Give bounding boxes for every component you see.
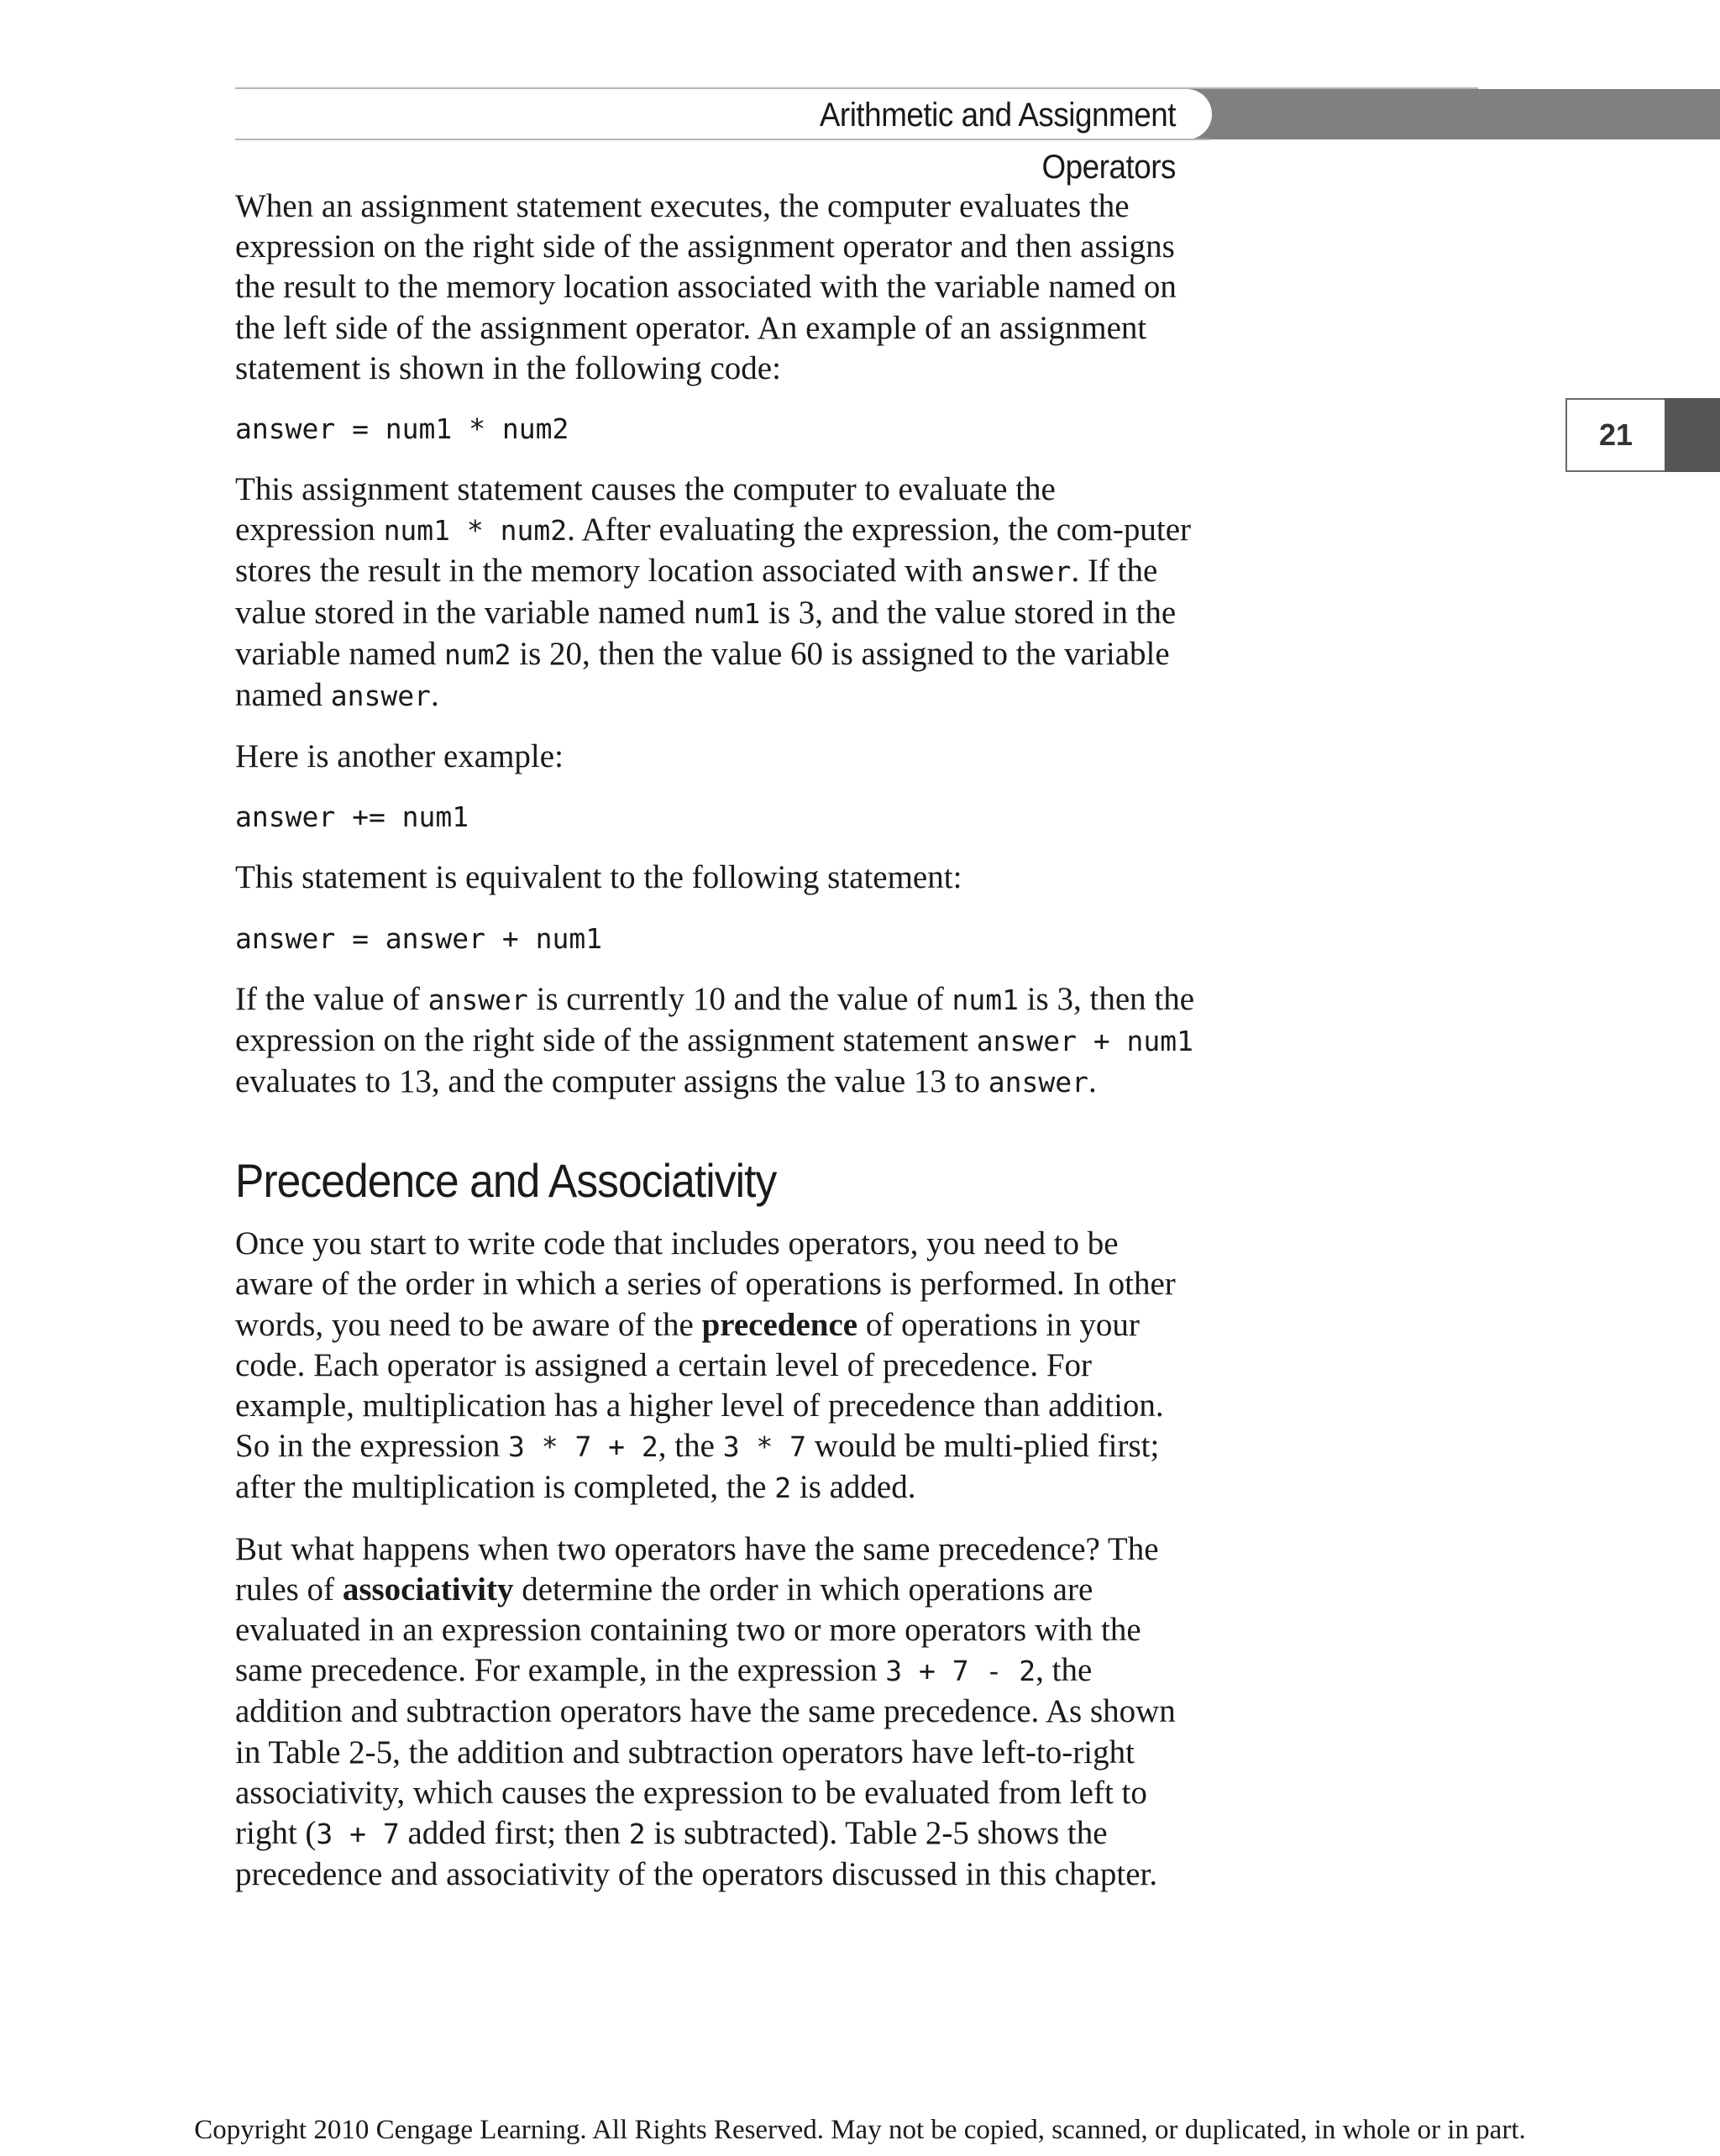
inline-code: answer	[330, 679, 431, 713]
code-block: answer += num1	[235, 800, 469, 834]
inline-code: 2	[628, 1818, 646, 1851]
inline-code: num1	[693, 596, 761, 630]
paragraph: But what happens when two operators have the same precedence? The rules of associativity determine the order in which operations are evaluated in an expression containing two or more operators with the same precedence. For example, in the expression 3 + 7 - 2, the addition and subtraction operators have the same precedence. As shown in Table 2-5, the addition and subtraction operators have left-to-right associativity, which causes the expression to be evaluated from left to right (3 + 7 added first; then 2 is subtracted). Table 2-5 shows the precedence and associativity of the operators discussed in this chapter.	[235, 1530, 1176, 1893]
running-header-title: Arithmetic and Assignment Operators	[819, 97, 1176, 186]
code-block: answer = answer + num1	[235, 921, 603, 955]
inline-code: answer	[971, 555, 1072, 589]
inline-code: 3 + 7	[316, 1818, 400, 1851]
paragraph: When an assignment statement executes, the computer evaluates the expression on the right side of the assignment operator and then assigns the result to the memory location associated with the variable named on the left side of the assignment operator. An example of an assignment statement is shown in the following code:	[235, 188, 1177, 386]
inline-code: num1	[952, 983, 1019, 1016]
inline-code: answer	[988, 1066, 1088, 1099]
code-block: answer = num1 * num2	[235, 412, 569, 446]
term-bold: associativity	[342, 1571, 514, 1608]
term-bold: precedence	[701, 1306, 858, 1343]
paragraph: If the value of answer is currently 10 and the value of num1 is 3, then the expression on the right side of the assignment statement answer + num1 evaluates to 13, and the computer assigns the value 13 to answer.	[235, 980, 1195, 1100]
inline-code: 3 * 7	[722, 1430, 807, 1464]
paragraph: Here is another example:	[235, 738, 564, 775]
section-heading: Precedence and Associativity	[235, 1154, 777, 1208]
inline-code: num1 * num2	[383, 514, 568, 548]
page-content	[235, 186, 1201, 1916]
paragraph: Once you start to write code that includes operators, you need to be aware of the order in which a series of operations is performed. In other words, you need to be aware of the precedence of operations in your code. Each operator is assigned a certain level of precedence. For example, multiplication has a higher level of precedence than addition. So in the expression 3 * 7 + 2, the 3 * 7 would be multi-plied first; after the multiplication is completed, the 2 is added.	[235, 1225, 1176, 1506]
page-number-tab	[1665, 398, 1720, 472]
inline-code: 3 * 7 + 2	[507, 1430, 658, 1464]
copyright-footer: Copyright 2010 Cengage Learning. All Rights Reserved. May not be copied, scanned, or duplicated, in whole or in part.	[194, 2115, 1526, 2145]
inline-code: answer + num1	[976, 1024, 1194, 1057]
inline-code: num2	[444, 637, 511, 671]
header-bar	[1176, 89, 1720, 139]
paragraph: This statement is equivalent to the following statement:	[235, 859, 962, 896]
inline-code: answer	[427, 983, 528, 1016]
paragraph: This assignment statement causes the computer to evaluate the expression num1 * num2. After evaluating the expression, the com-puter stores the result in the memory location associated with answer. If the value stored in the variable named num1 is 3, and the value stored in the variable named num2 is 20, then the value 60 is assigned to the variable named answer.	[235, 471, 1192, 714]
page-number: 21	[1565, 398, 1665, 472]
inline-code: 3 + 7 - 2	[885, 1655, 1036, 1688]
inline-code: 2	[774, 1471, 792, 1505]
